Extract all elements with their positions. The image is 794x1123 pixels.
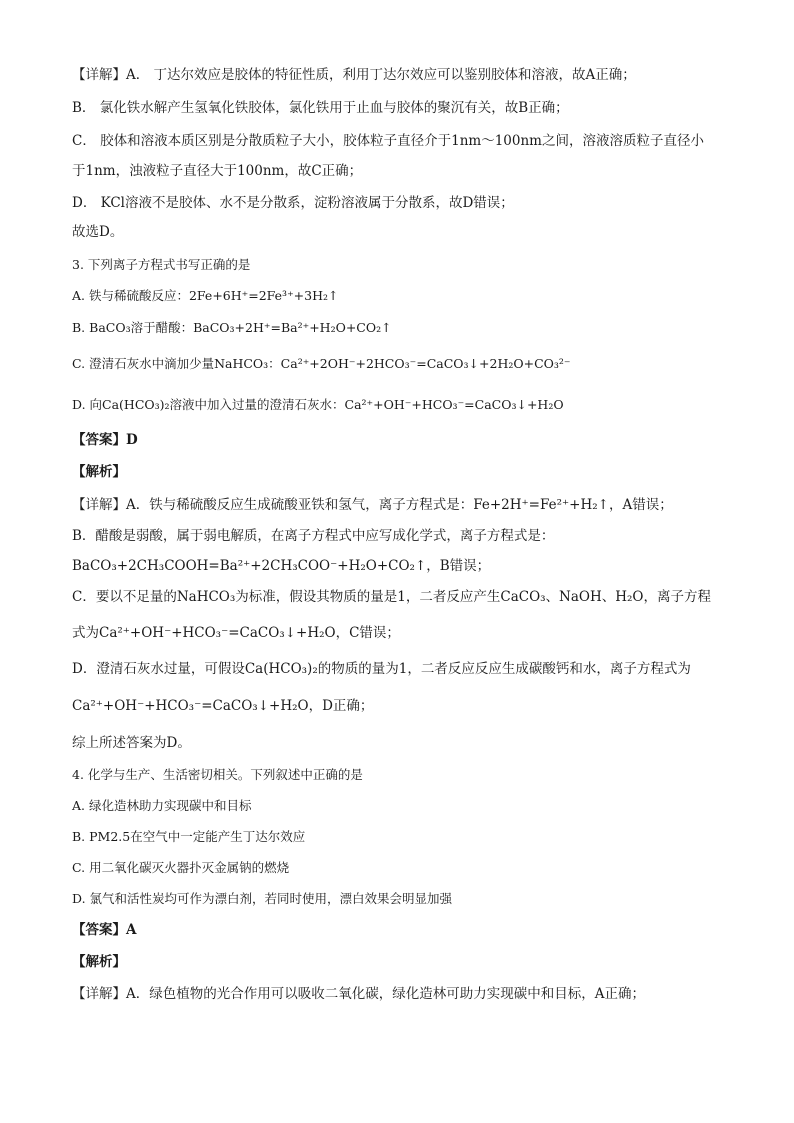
option-b: B. PM2.5在空气中一定能产生丁达尔效应 [72,829,306,844]
text-line: 【详解】A．铁与稀硫酸反应生成硫酸亚铁和氢气，离子方程式是：Fe+2H⁺=Fe²⁺+H₂↑，A错误； [72,497,673,513]
option-b: B. BaCO₃溶于醋酸：BaCO₃+2H⁺=Ba²⁺+H₂O+CO₂↑ [72,320,392,335]
text-line: C．要以不足量的NaHCO₃为标准，假设其物质的量是1，二者反应产生CaCO₃、NaOH、H₂O，离子方程 [72,589,712,605]
option-a: A. 绿化造林助力实现碳中和目标 [72,798,252,813]
option-c: C. 澄清石灰水中滴加少量NaHCO₃：Ca²⁺+2OH⁻+2HCO₃⁻=CaCO₃↓+2H₂O+CO₃²⁻ [72,356,571,371]
text-line: D． KCl溶液不是胶体、水不是分散系，淀粉溶液属于分散系，故D错误； [72,195,514,211]
answer-label: 【答案】D [72,432,138,448]
option-a: A. 铁与稀硫酸反应：2Fe+6H⁺=2Fe³⁺+3H₂↑ [72,288,339,303]
question-stem: 3. 下列离子方程式书写正确的是 [72,257,251,272]
text-line: BaCO₃+2CH₃COOH=Ba²⁺+2CH₃COO⁻+H₂O+CO₂↑，B错误； [72,558,491,574]
text-line: 【详解】A．绿色植物的光合作用可以吸收二氧化碳，绿化造林可助力实现碳中和目标，A正确； [72,986,645,1002]
text-line: 故选D。 [72,224,124,240]
text-line: 式为Ca²⁺+OH⁻+HCO₃⁻=CaCO₃↓+H₂O，C错误； [72,625,400,641]
text-line: B． 氯化铁水解产生氢氧化铁胶体，氯化铁用于止血与胶体的聚沉有关，故B正确； [72,100,569,116]
text-line: 于1nm，浊液粒子直径大于100nm，故C正确； [72,163,363,179]
text-line: B．醋酸是弱酸，属于弱电解质，在离子方程式中应写成化学式，离子方程式是： [72,528,555,544]
question-stem: 4. 化学与生产、生活密切相关。下列叙述中正确的是 [72,767,363,782]
text-line: 综上所述答案为D。 [72,735,191,751]
option-c: C. 用二氧化碳灭火器扑灭金属钠的燃烧 [72,860,290,875]
text-line: 【详解】A． 丁达尔效应是胶体的特征性质，利用丁达尔效应可以鉴别胶体和溶液，故A正确； [72,67,636,83]
option-d: D. 氯气和活性炭均可作为漂白剂，若同时使用，漂白效果会明显加强 [72,891,453,906]
analysis-label: 【解析】 [72,954,126,970]
answer-label: 【答案】A [72,922,137,938]
text-line: D．澄清石灰水过量，可假设Ca(HCO₃)₂的物质的量为1，二者反应反应生成碳酸钙和水，离子方程式为 [72,661,691,677]
text-line: C． 胶体和溶液本质区别是分散质粒子大小，胶体粒子直径介于1nm～100nm之间，溶液溶质粒子直径小 [72,133,704,149]
analysis-label: 【解析】 [72,464,126,480]
text-line: Ca²⁺+OH⁻+HCO₃⁻=CaCO₃↓+H₂O，D正确； [72,698,374,714]
option-d: D. 向Ca(HCO₃)₂溶液中加入过量的澄清石灰水：Ca²⁺+OH⁻+HCO₃⁻=CaCO₃↓+H₂O [72,397,564,412]
